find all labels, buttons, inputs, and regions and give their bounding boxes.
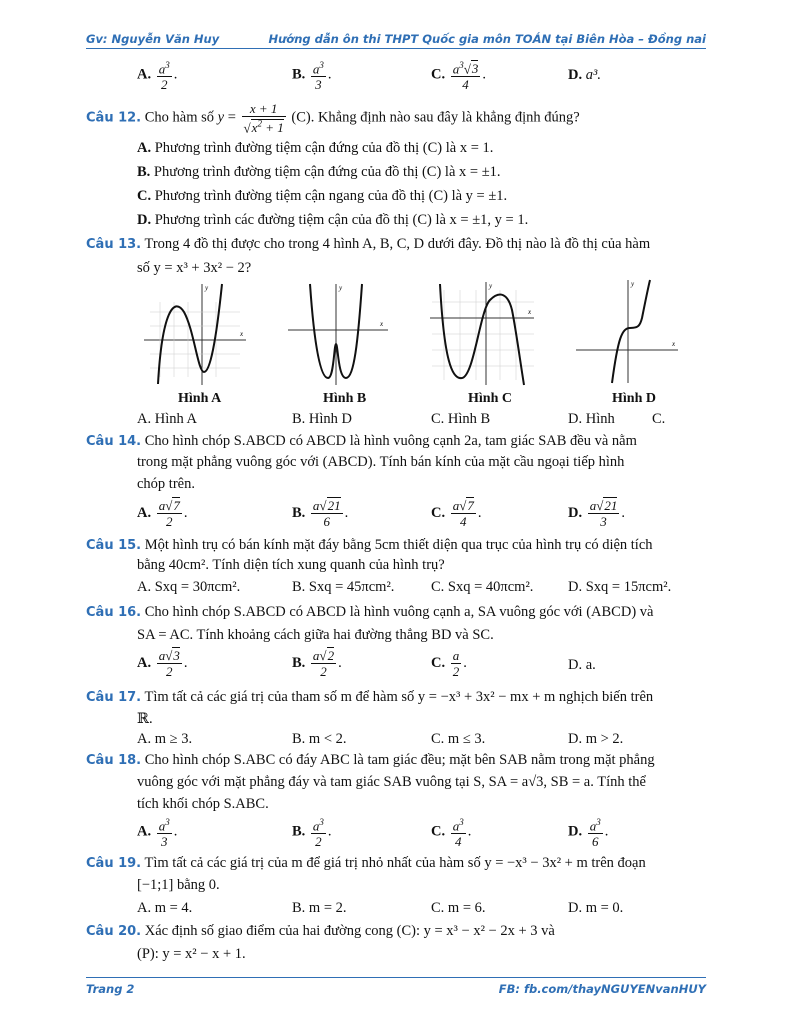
q16-option-b: B. $\frac{a√2}{2}$ . (292, 648, 342, 679)
svg-text:x: x (240, 330, 244, 338)
footer-page-number: Trang 2 (86, 982, 135, 996)
q16-stem-line1: Câu 16. Cho hình chóp S.ABCD có ABCD là hình vuông cạnh a, SA vuông góc với (ABCD) và (86, 604, 654, 620)
q17-option-d: D. m > 2. (568, 731, 624, 747)
svg-text:y: y (339, 284, 343, 292)
q12-option-a: A. Phương trình đường tiệm cận đứng của đồ thị (C) là x = 1. (137, 140, 494, 156)
q20-stem-line1: Câu 20. Xác định số giao điểm của hai đường cong (C): y = x³ − x² − 2x + 3 và (86, 923, 555, 939)
q14-stem-line1: Câu 14. Cho hình chóp S.ABCD có ABCD là hình vuông cạnh 2a, tam giác SAB đều và nằm (86, 433, 637, 449)
q16-option-d: D. a. (568, 657, 596, 673)
page-footer (86, 977, 706, 1001)
graph-c-label: Hình C (468, 391, 512, 406)
graph-a (140, 282, 250, 387)
q17-option-b: B. m < 2. (292, 731, 347, 747)
q11-option-a: A. $\frac{a^3}{2}$ . (137, 60, 178, 93)
q12-option-b: B. Phương trình đường tiệm cận đứng của đồ thị (C) là x = ±1. (137, 164, 501, 180)
q15-stem-line1: Câu 15. Một hình trụ có bán kính mặt đáy bằng 5cm thiết diện qua trục của hình trụ có diện tích (86, 537, 653, 553)
q16-stem-line2: SA = AC. Tính khoảng cách giữa hai đường thẳng BD và SC. (137, 627, 494, 643)
q13-option-d: D. Hình (568, 411, 615, 427)
q18-stem-line3: tích khối chóp S.ABC. (137, 796, 269, 812)
q13-option-d-extra: C. (652, 411, 666, 427)
graph-c (428, 280, 538, 387)
q12-option-d: D. Phương trình các đường tiệm cận của đồ thị (C) là x = ±1, y = 1. (137, 212, 529, 228)
q19-option-c: C. m = 6. (431, 900, 486, 916)
graph-a-label: Hình A (178, 391, 222, 406)
q11-option-c: C. $\frac{a^3√3}{4}$ . (431, 60, 486, 93)
q18-stem-line1: Câu 18. Cho hình chóp S.ABC có đáy ABC là tam giác đều; mặt bên SAB nằm trong mặt phẳng (86, 752, 655, 768)
q14-option-c: C. $\frac{a√7}{4}$ . (431, 498, 482, 529)
q17-option-c: C. m ≤ 3. (431, 731, 486, 747)
svg-text:y: y (489, 282, 493, 290)
q18-option-b: B. $\frac{a^3}{2}$ . (292, 817, 332, 850)
q13-option-b: B. Hình D (292, 411, 353, 427)
q15-option-d: D. Sxq = 15πcm². (568, 579, 672, 595)
svg-text:x: x (672, 340, 676, 348)
q18-stem-line2: vuông góc với mặt phẳng đáy và tam giác SAB vuông tại S, SA = a√3, SB = a. Tính thể (137, 774, 646, 790)
q15-option-a: A. Sxq = 30πcm². (137, 579, 241, 595)
svg-text:x: x (380, 320, 384, 328)
svg-text:y: y (205, 284, 209, 292)
q19-stem-line2: [−1;1] bằng 0. (137, 877, 220, 893)
q19-option-d: D. m = 0. (568, 900, 624, 916)
q19-option-a: A. m = 4. (137, 900, 193, 916)
q13-stem-line1: Câu 13. Trong 4 đồ thị được cho trong 4 hình A, B, C, D dưới đây. Đồ thị nào là đồ thị của hàm (86, 236, 651, 252)
q13-stem-line2: số y = x³ + 3x² − 2? (137, 260, 252, 276)
q15-option-c: C. Sxq = 40πcm². (431, 579, 534, 595)
q13-option-a: A. Hình A (137, 411, 198, 427)
graph-d (572, 278, 682, 385)
q18-option-a: A. $\frac{a^3}{3}$ . (137, 817, 178, 850)
graph-b (284, 282, 394, 387)
header-title: Hướng dẫn ôn thi THPT Quốc gia môn TOÁN tại Biên Hòa – Đồng nai (268, 32, 706, 46)
q14-option-d: D. $\frac{a√21}{3}$ . (568, 498, 625, 529)
graph-d-label: Hình D (612, 391, 656, 406)
q13-option-c: C. Hình B (431, 411, 491, 427)
q17-option-a: A. m ≥ 3. (137, 731, 193, 747)
q16-option-c: C. $\frac{a}{2}$ . (431, 648, 467, 679)
svg-text:y: y (631, 280, 635, 288)
q19-option-b: B. m = 2. (292, 900, 347, 916)
q15-option-b: B. Sxq = 45πcm². (292, 579, 395, 595)
q14-stem-line3: chóp trên. (137, 476, 195, 492)
page-header (86, 28, 706, 49)
q11-option-d: D. a³. (568, 67, 601, 83)
q18-option-d: D. $\frac{a^3}{6}$ . (568, 817, 609, 850)
q14-option-a: A. $\frac{a√7}{2}$ . (137, 498, 188, 529)
q18-option-c: C. $\frac{a^3}{4}$ . (431, 817, 472, 850)
q17-stem-line1: Câu 17. Tìm tất cả các giá trị của tham số m để hàm số y = −x³ + 3x² − mx + m nghịch biến trên (86, 689, 654, 705)
q17-stem-line2: ℝ. (137, 711, 153, 727)
header-author: Gv: Nguyễn Văn Huy (86, 32, 220, 46)
q11-option-b: B. $\frac{a^3}{3}$ . (292, 60, 332, 93)
q14-stem-line2: trong mặt phẳng vuông góc với (ABCD). Tính bán kính của mặt cầu ngoại tiếp hình (137, 454, 625, 470)
q12-option-c: C. Phương trình đường tiệm cận ngang của đồ thị (C) là y = ±1. (137, 188, 508, 204)
q12-stem: Câu 12. Cho hàm số y = $\frac{x + 1}{√x^2 + 1}$ (C). Khẳng định nào sau đây là khẳng định đúng? (86, 101, 580, 136)
footer-facebook-link[interactable]: FB: fb.com/thayNGUYENvanHUY (498, 982, 706, 996)
q14-option-b: B. $\frac{a√21}{6}$ . (292, 498, 349, 529)
q19-stem-line1: Câu 19. Tìm tất cả các giá trị của m để giá trị nhỏ nhất của hàm số y = −x³ − 3x² + m trên đoạn (86, 855, 646, 871)
svg-text:x: x (528, 308, 532, 316)
q15-stem-line2: bằng 40cm². Tính diện tích xung quanh của hình trụ? (137, 557, 445, 573)
q20-stem-line2: (P): y = x² − x + 1. (137, 946, 246, 962)
q16-option-a: A. $\frac{a√3}{2}$ . (137, 648, 188, 679)
graph-b-label: Hình B (323, 391, 367, 406)
